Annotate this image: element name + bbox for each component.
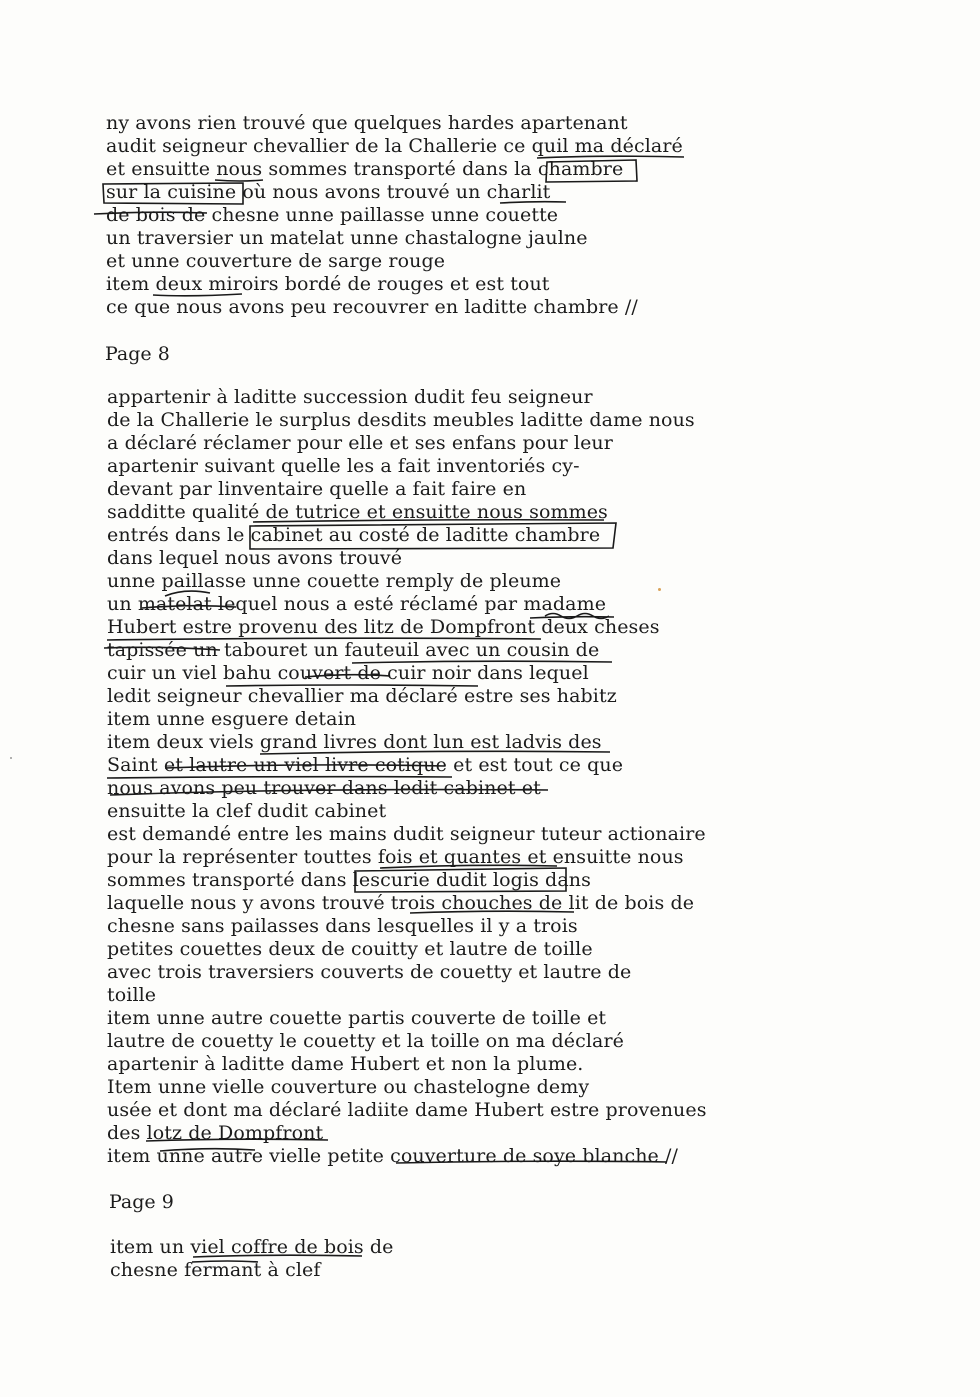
text-line: toille xyxy=(107,984,157,1006)
text-line: apartenir suivant quelle les a fait inventoriés cy- xyxy=(107,455,580,477)
text-line: et ensuitte nous sommes transporté dans la chambre xyxy=(106,158,624,180)
text-line: chesne sans pailasses dans lesquelles il y a trois xyxy=(107,915,578,937)
text-line: sadditte qualité de tutrice et ensuitte nous sommes xyxy=(107,501,608,523)
ink-speck xyxy=(10,757,12,759)
text-line: sur la cuisine où nous avons trouvé un charlit xyxy=(106,181,551,203)
text-line: ny avons rien trouvé que quelques hardes apartenant xyxy=(106,112,628,134)
text-line: Saint et lautre un viel livre cotique et est tout ce que xyxy=(107,754,624,776)
text-block-page-8 xyxy=(107,386,707,1168)
text-line: apartenir à laditte dame Hubert et non la plume. xyxy=(107,1053,584,1075)
text-line: Item unne vielle couverture ou chastelogne demy xyxy=(107,1076,590,1098)
text-line: appartenir à laditte succession dudit feu seigneur xyxy=(107,386,593,408)
text-line: de bois de chesne unne paillasse unne couette xyxy=(106,204,559,226)
page-number-label: Page 9 xyxy=(109,1191,174,1213)
text-line: un matelat lequel nous a esté réclamé par madame xyxy=(107,593,607,615)
text-line: item unne esguere detain xyxy=(107,708,357,730)
text-line: ledit seigneur chevallier ma déclaré estre ses habitz xyxy=(107,685,617,707)
text-block-page-9 xyxy=(110,1236,394,1282)
page-number-label: Page 8 xyxy=(105,343,170,365)
text-line: de la Challerie le surplus desdits meubles laditte dame nous xyxy=(107,409,695,431)
text-line: ensuitte la clef dudit cabinet xyxy=(107,800,387,822)
text-line: audit seigneur chevallier de la Challerie ce quil ma déclaré xyxy=(106,135,683,157)
text-line: ce que nous avons peu recouvrer en laditte chambre // xyxy=(106,296,638,318)
text-line: des lotz de Dompfront xyxy=(107,1122,324,1144)
text-line: avec trois traversiers couverts de couetty et lautre de xyxy=(107,961,632,983)
text-block-page-7 xyxy=(106,112,683,319)
ink-speck xyxy=(658,588,661,591)
text-line: usée et dont ma déclaré ladiite dame Hubert estre provenues xyxy=(107,1099,707,1121)
text-line: tapissée un tabouret un fauteuil avec un cousin de xyxy=(107,639,600,661)
text-line: unne paillasse unne couette remply de pleume xyxy=(107,570,562,592)
text-line: chesne fermant à clef xyxy=(110,1259,321,1281)
text-line: sommes transporté dans lescurie dudit logis dans xyxy=(107,869,591,891)
text-line: item unne autre couette partis couverte de toille et xyxy=(107,1007,607,1029)
text-line: laquelle nous y avons trouvé trois chouches de lit de bois de xyxy=(107,892,695,914)
text-line: item un viel coffre de bois de xyxy=(110,1236,394,1258)
text-line: item deux viels grand livres dont lun est ladvis des xyxy=(107,731,602,753)
text-line: nous avons peu trouver dans ledit cabinet et xyxy=(107,777,541,799)
text-line: lautre de couetty le couetty et la toille on ma déclaré xyxy=(107,1030,624,1052)
text-line: dans lequel nous avons trouvé xyxy=(107,547,403,569)
text-line: Hubert estre provenu des litz de Dompfront deux cheses xyxy=(107,616,660,638)
text-line: item deux miroirs bordé de rouges et est tout xyxy=(106,273,550,295)
text-line: entrés dans le cabinet au costé de laditte chambre xyxy=(107,524,601,546)
text-line: un traversier un matelat unne chastalogne jaulne xyxy=(106,227,588,249)
text-line: cuir un viel bahu couvert de cuir noir dans lequel xyxy=(107,662,589,684)
text-line: devant par linventaire quelle a fait faire en xyxy=(107,478,527,500)
text-line: est demandé entre les mains dudit seigneur tuteur actionaire xyxy=(107,823,706,845)
text-line: petites couettes deux de couitty et lautre de toille xyxy=(107,938,593,960)
text-line: item unne autre vielle petite couverture de soye blanche // xyxy=(107,1145,679,1167)
text-line: et unne couverture de sarge rouge xyxy=(106,250,446,272)
text-line: a déclaré réclamer pour elle et ses enfans pour leur xyxy=(107,432,613,454)
text-line: pour la représenter touttes fois et quantes et ensuitte nous xyxy=(107,846,684,868)
